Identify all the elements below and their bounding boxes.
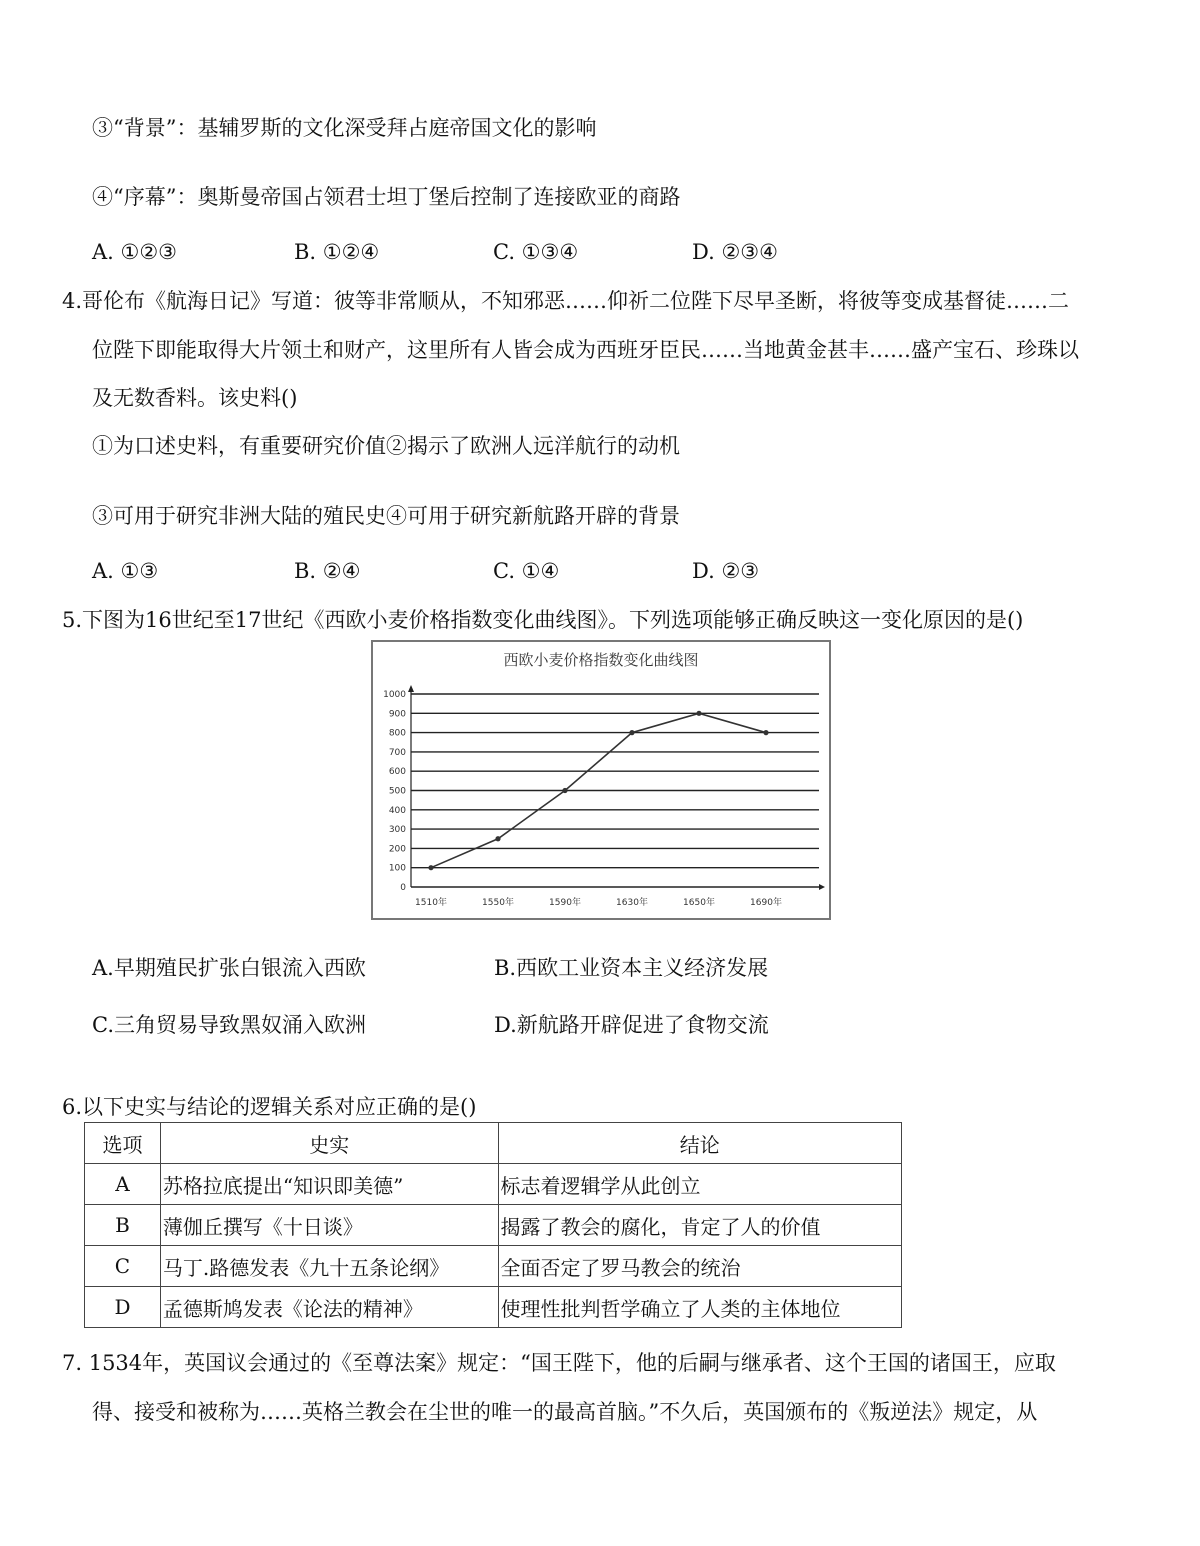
chart-y-tick-label: 100: [388, 863, 406, 874]
wheat-price-chart: [371, 640, 831, 920]
header-conclusion: 结论: [498, 1123, 902, 1164]
chart-y-tick-label: 1000: [383, 690, 406, 700]
chart-title: 西欧小麦价格指数变化曲线图: [503, 651, 699, 669]
q7-stem-line1: 7. 1534年，英国议会通过的《至尊法案》规定：“国王陛下，他的后嗣与继承者、这个王国的诸国王，应取: [62, 1351, 1056, 1375]
row-option: C: [85, 1246, 161, 1287]
row-conclusion: 全面否定了罗马教会的统治: [498, 1246, 902, 1287]
row-conclusion: 使理性批判哲学确立了人类的主体地位: [498, 1287, 902, 1328]
chart-data-point: [629, 730, 634, 735]
chart-x-tick-label: 1550年: [482, 898, 514, 908]
table-row: [85, 1287, 902, 1328]
q5-option-c: C.三角贸易导致黑奴涌入欧洲: [92, 1013, 366, 1037]
chart-x-tick-label: 1590年: [549, 898, 581, 908]
row-fact: 薄伽丘撰写《十日谈》: [160, 1205, 498, 1246]
chart-y-tick-label: 500: [388, 786, 406, 797]
q3-item3: ③“背景”：基辅罗斯的文化深受拜占庭帝国文化的影响: [92, 116, 597, 140]
chart-data-point: [428, 865, 433, 870]
chart-y-tick-label: 900: [388, 709, 406, 720]
q3-option-b: B. ①②④: [294, 240, 380, 264]
q3-option-d: D. ②③④: [692, 240, 778, 264]
chart-x-tick-label: 1510年: [415, 898, 447, 908]
q3-item4: ④“序幕”：奥斯曼帝国占领君士坦丁堡后控制了连接欧亚的商路: [92, 185, 681, 209]
table-header-row: [85, 1123, 902, 1164]
q4-stem-line3: 及无数香料。该史料(): [92, 386, 298, 410]
header-fact: 史实: [160, 1123, 498, 1164]
q4-stem-line1: 4.哥伦布《航海日记》写道：彼等非常顺从，不知邪恶……仰祈二位陛下尽早圣断，将彼等变成基督徒……二: [62, 289, 1070, 313]
chart-data-point: [763, 730, 768, 735]
chart-x-axis-arrow: [819, 884, 825, 890]
q5-stem: 5.下图为16世纪至17世纪《西欧小麦价格指数变化曲线图》。下列选项能够正确反映这一变化原因的是(): [62, 608, 1024, 632]
chart-x-tick-label: 1650年: [683, 898, 715, 908]
table-row: [85, 1205, 902, 1246]
q4-items-1-2: ①为口述史料，有重要研究价值②揭示了欧洲人远洋航行的动机: [92, 434, 680, 458]
q4-option-a: A. ①③: [92, 559, 159, 583]
row-fact: 孟德斯鸠发表《论法的精神》: [160, 1287, 498, 1328]
row-fact: 马丁.路德发表《九十五条论纲》: [160, 1246, 498, 1287]
row-conclusion: 揭露了教会的腐化，肯定了人的价值: [498, 1205, 902, 1246]
q6-table: [84, 1122, 902, 1328]
row-option: D: [85, 1287, 161, 1328]
q5-option-d: D.新航路开辟促进了食物交流: [494, 1013, 769, 1037]
q5-option-a: A.早期殖民扩张白银流入西欧: [92, 956, 366, 980]
chart-y-tick-label: 300: [388, 825, 406, 836]
chart-y-tick-label: 400: [388, 805, 406, 816]
table-row: [85, 1246, 902, 1287]
row-option: B: [85, 1205, 161, 1246]
q4-option-d: D. ②③: [692, 559, 760, 583]
q4-stem-line2: 位陛下即能取得大片领土和财产，这里所有人皆会成为西班牙臣民……当地黄金甚丰……盛产宝石、珍珠以: [92, 338, 1079, 362]
chart-data-point: [696, 711, 701, 716]
row-option: A: [85, 1164, 161, 1205]
chart-y-tick-label: 0: [400, 883, 406, 893]
chart-y-tick-label: 600: [388, 767, 406, 778]
chart-y-tick-label: 700: [388, 747, 406, 758]
q5-option-b: B.西欧工业资本主义经济发展: [494, 956, 769, 980]
chart-data-point: [495, 836, 500, 841]
chart-svg: [373, 642, 829, 918]
chart-x-tick-label: 1690年: [750, 898, 782, 908]
q4-option-b: B. ②④: [294, 559, 361, 583]
q4-items-3-4: ③可用于研究非洲大陆的殖民史④可用于研究新航路开辟的背景: [92, 504, 680, 528]
table-row: [85, 1164, 902, 1205]
q4-option-c: C. ①④: [493, 559, 560, 583]
row-conclusion: 标志着逻辑学从此创立: [498, 1164, 902, 1205]
chart-y-tick-label: 200: [388, 844, 406, 855]
q3-option-a: A. ①②③: [92, 240, 177, 264]
q3-option-c: C. ①③④: [493, 240, 579, 264]
q7-stem-line2: 得、接受和被称为……英格兰教会在尘世的唯一的最高首脑。”不久后，英国颁布的《叛逆法》规定，从: [92, 1400, 1038, 1424]
chart-y-axis-arrow: [408, 685, 414, 692]
header-option: 选项: [85, 1123, 161, 1164]
chart-y-tick-label: 800: [388, 728, 406, 739]
chart-x-tick-label: 1630年: [616, 898, 648, 908]
row-fact: 苏格拉底提出“知识即美德”: [160, 1164, 498, 1205]
chart-data-point: [562, 788, 567, 793]
q6-stem: 6.以下史实与结论的逻辑关系对应正确的是(): [62, 1095, 477, 1119]
